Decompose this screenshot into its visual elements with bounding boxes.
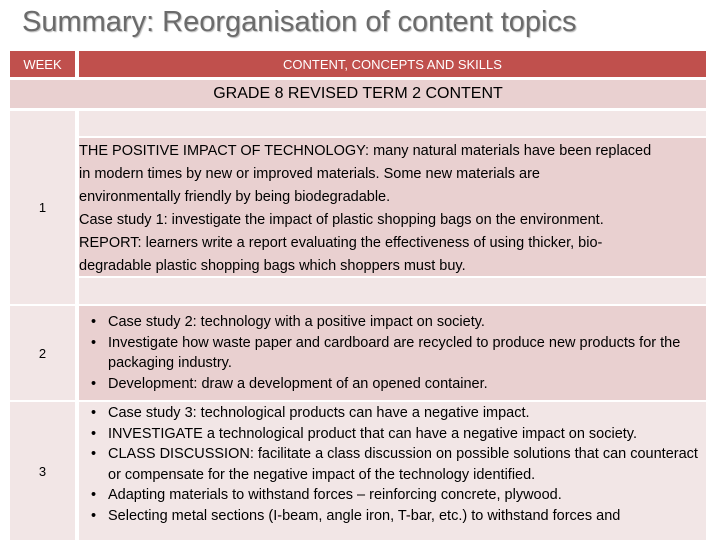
content-line: degradable plastic shopping bags which shoppers must buy. [79, 258, 466, 274]
bullet-icon: • [91, 507, 97, 524]
week-3-content [79, 402, 706, 540]
bullet-icon: • [91, 375, 97, 392]
list-item: • Case study 2: technology with a positive impact on society. [79, 312, 706, 333]
list-item: • Adapting materials to withstand forces – reinforcing concrete, plywood. [79, 485, 706, 506]
bullet-list [79, 312, 706, 394]
bullet-icon: • [91, 405, 97, 421]
content-column-header: CONTENT, CONCEPTS AND SKILLS [79, 51, 706, 77]
bullet-icon: • [91, 334, 97, 351]
bullet-icon: • [91, 314, 97, 330]
list-item: • Development: draw a development of an opened container. [79, 374, 706, 395]
content-line: REPORT: learners write a report evaluating the effectiveness of using thicker, bio- [79, 235, 603, 251]
week-cell-3: 3 [10, 402, 75, 540]
content-line: environmentally friendly by being biodegradable. [79, 189, 391, 205]
content-line: Case study 1: investigate the impact of plastic shopping bags on the environment. [79, 212, 604, 228]
content-line: THE POSITIVE IMPACT OF TECHNOLOGY: many natural materials have been replaced [79, 143, 652, 159]
slide-title: Summary: Reorganisation of content topics [22, 6, 577, 38]
bullet-icon: • [91, 487, 97, 503]
empty-strip [79, 278, 706, 304]
week-1-content [79, 138, 706, 276]
week-2-content [79, 306, 706, 400]
grade-heading-row: GRADE 8 REVISED TERM 2 CONTENT [10, 80, 706, 108]
bullet-icon: • [91, 446, 97, 462]
week-cell-1: 1 [10, 111, 75, 304]
list-item: • Selecting metal sections (I-beam, angle iron, T-bar, etc.) to withstand forces and [79, 506, 706, 527]
list-item: • INVESTIGATE a technological product that can have a negative impact on society. [79, 424, 706, 445]
week-column-header: WEEK [10, 51, 75, 77]
bullet-list [79, 403, 706, 526]
bullet-icon: • [91, 425, 97, 442]
list-item: • Investigate how waste paper and cardboard are recycled to produce new products for the packaging industry. [91, 334, 681, 371]
content-line: in modern times by new or improved materials. Some new materials are [79, 166, 540, 182]
empty-strip [79, 111, 706, 136]
list-item: • Case study 3: technological products can have a negative impact. [79, 403, 706, 424]
week-cell-2: 2 [10, 306, 75, 400]
list-item: • CLASS DISCUSSION: facilitate a class discussion on possible solutions that can counteract or compensate for the negative impact of the technology identified. [91, 446, 698, 483]
